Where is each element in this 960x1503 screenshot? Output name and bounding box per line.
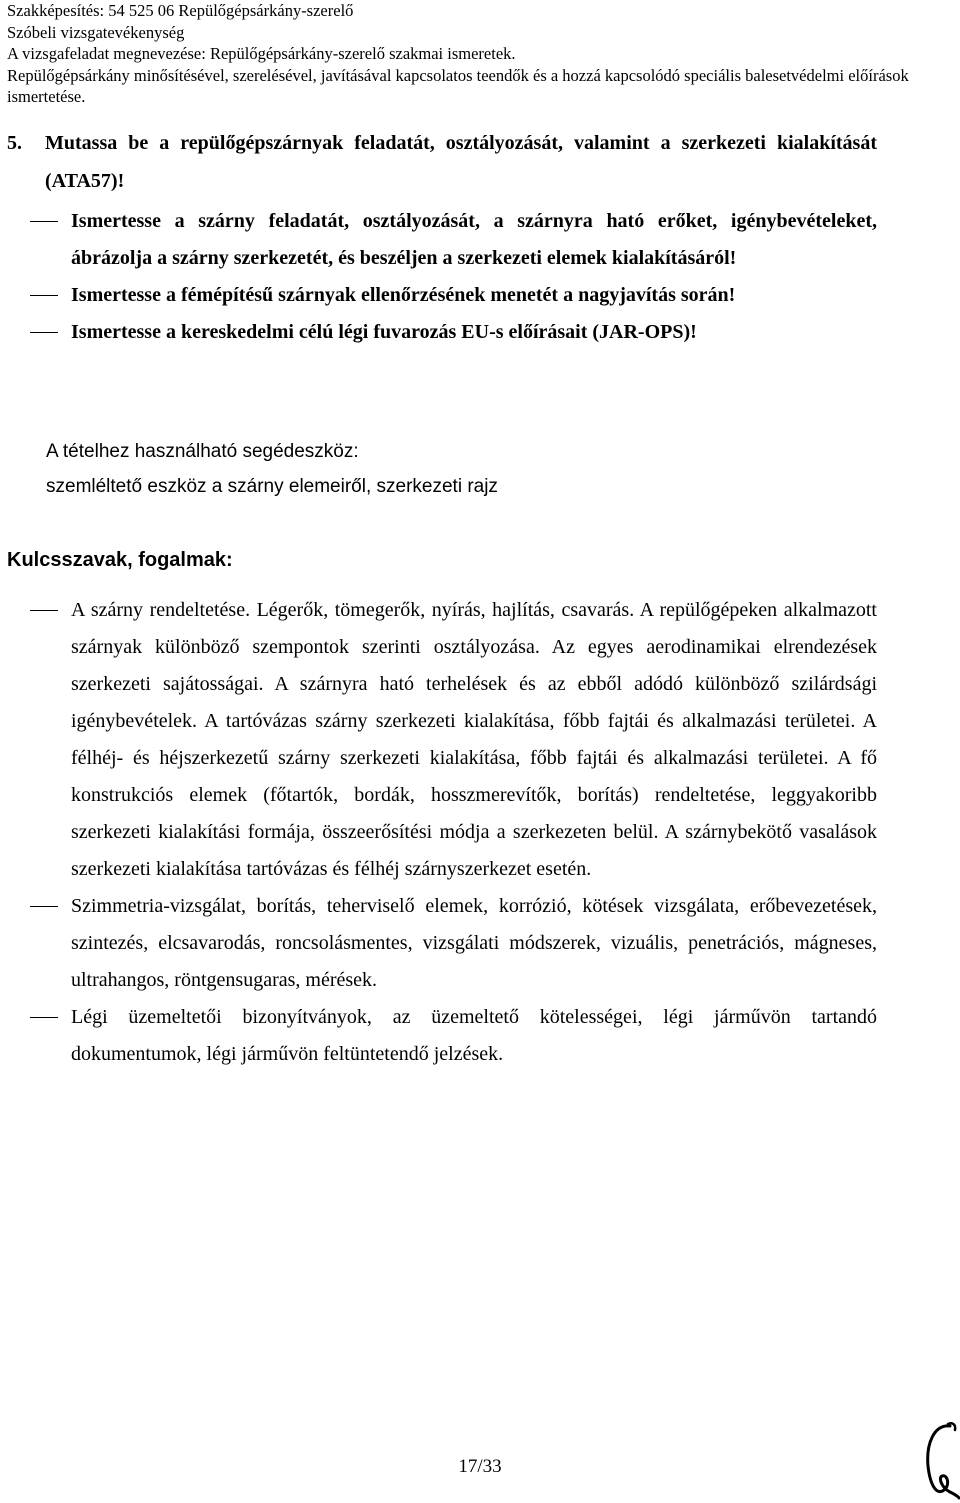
list-item	[7, 277, 877, 314]
aid-title: A tételhez használható segédeszköz:	[46, 441, 359, 462]
header-task-name: A vizsgafeladat megnevezése: Repülőgépsárkány-szerelő szakmai ismeretek.	[7, 44, 516, 63]
list-item	[7, 314, 877, 351]
keyword-text: Szimmetria-vizsgálat, borítás, teherviselő elemek, korrózió, kötések vizsgálata, erőbevezetések, szintezés, elcsavarodás, roncsolásmentes, vizsgálati módszerek, vizuális, penetrációs, mágneses, ultrahangos, röntgensugaras, mérések.	[71, 895, 877, 991]
aid-section	[46, 434, 498, 504]
initial-signature-mark	[920, 1418, 960, 1503]
keyword-text: A szárny rendeltetése. Légerők, tömegerők, nyírás, hajlítás, csavarás. A repülőgépeken alkalmazott szárnyak különböző szempontok szerinti osztályozása. Az egyes aerodinamikai elrendezések szerkezeti sajátosságai. A szárnyra ható terhelések és az ebből adódó különböző szilárdsági igénybevételek. A tartóvázas szárny szerkezeti kialakítása, főbb fajtái és alkalmazási területei. A félhéj- és héjszerkezetű szárny szerkezeti kialakítása, főbb fajtái és alkalmazási területei. A fő konstrukciós elemek (főtartók, bordák, hosszmerevítők, borítás) rendeltetése, leggyakoribb szerkezeti kialakítási formája, összeerősítési módja a szerkezeten belül. A szárnybekötő vasalások szerkezeti kialakítása tartóvázas és félhéj szárnyszerkezet esetén.	[71, 599, 877, 880]
header-qualification: Szakképesítés: 54 525 06 Repülőgépsárkány-szerelő	[7, 1, 354, 20]
dash-bullet	[7, 203, 71, 277]
dash-bullet	[7, 888, 71, 999]
task-text: Ismertesse a szárny feladatát, osztályozását, a szárnyra ható erőket, igénybevételeket, ábrázolja a szárny szerkezetét, és beszéljen a szerkezeti elemek kialakításáról!	[71, 210, 877, 269]
dash-bullet	[7, 314, 71, 351]
dash-bullet	[7, 277, 71, 314]
question-text: Mutassa be a repülőgépszárnyak feladatát, osztályozását, valamint a szerkezeti kialakítását (ATA57)!	[45, 132, 877, 192]
task-text: Ismertesse a fémépítésű szárnyak ellenőrzésének menetét a nagyjavítás során!	[71, 284, 736, 306]
header-task-description: Repülőgépsárkány minősítésével, szerelésével, javításával kapcsolatos teendők és a hozzá kapcsolódó speciális balesetvédelmi előírások ismertetése.	[7, 65, 909, 106]
exam-question	[7, 124, 877, 200]
question-number: 5.	[7, 132, 22, 154]
keyword-text: Légi üzemeltetői bizonyítványok, az üzemeltető kötelességei, légi járművön tartandó dokumentumok, légi járművön feltüntetendő jelzések.	[71, 1006, 877, 1065]
dash-bullet	[7, 592, 71, 888]
task-text: Ismertesse a kereskedelmi célú légi fuvarozás EU-s előírásait (JAR-OPS)!	[71, 321, 697, 343]
page-number: 17/33	[458, 1456, 502, 1477]
task-list	[7, 203, 877, 351]
list-item	[7, 203, 877, 277]
list-item	[7, 999, 877, 1073]
list-item	[7, 888, 877, 999]
keywords-title: Kulcsszavak, fogalmak:	[7, 549, 233, 571]
document-header	[7, 0, 947, 108]
keyword-list	[7, 592, 877, 1073]
header-exam-activity: Szóbeli vizsgatevékenység	[7, 22, 185, 42]
dash-bullet	[7, 999, 71, 1073]
aid-text: szemléltető eszköz a szárny elemeiről, szerkezeti rajz	[46, 476, 498, 497]
list-item	[7, 592, 877, 888]
